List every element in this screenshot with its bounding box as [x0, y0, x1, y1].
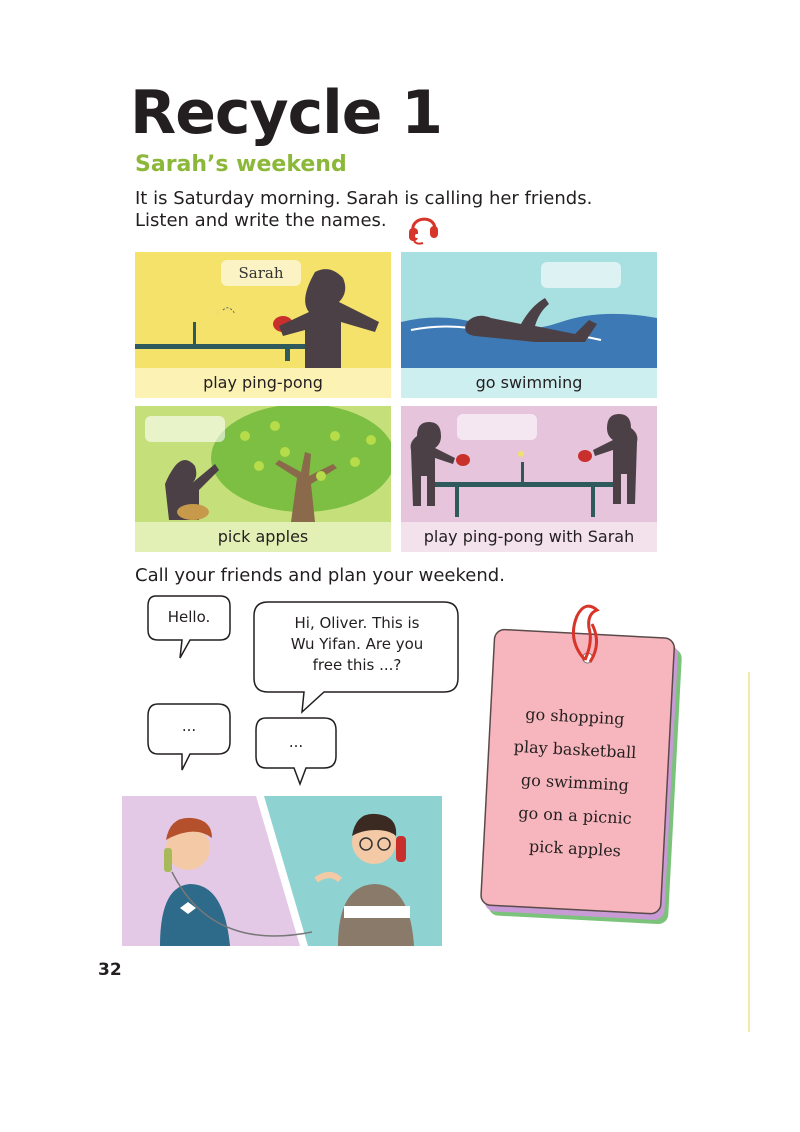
- name-label-box[interactable]: [457, 414, 537, 440]
- intro-line-2: Listen and write the names.: [135, 210, 387, 231]
- panel-ping-pong-with-sarah: [401, 406, 657, 552]
- page-title: Recycle 1: [130, 78, 443, 148]
- panel-pick-apples: [135, 406, 391, 552]
- call-instruction: Call your friends and plan your weekend.: [135, 565, 505, 586]
- bubble-text: ...: [181, 717, 197, 735]
- headset-icon[interactable]: [407, 210, 439, 246]
- word-card-item: go swimming: [520, 770, 630, 795]
- bubble-text: [252, 613, 462, 676]
- name-label-box[interactable]: Sarah: [221, 260, 301, 286]
- phone-call-illustration: [122, 796, 442, 946]
- bubble-line-2: Wu Yifan. Are you: [290, 635, 424, 653]
- panel-caption: go swimming: [401, 368, 657, 398]
- intro-line-1: It is Saturday morning. Sarah is calling her friends.: [135, 188, 593, 209]
- word-card-item: play basketball: [513, 736, 637, 763]
- page-number: 32: [98, 960, 122, 980]
- margin-divider: [748, 672, 750, 1032]
- bubble-text: Hello.: [167, 608, 211, 626]
- section-subtitle: Sarah’s weekend: [135, 152, 347, 177]
- panel-caption: pick apples: [135, 522, 391, 552]
- name-label-box[interactable]: [541, 262, 621, 288]
- speech-bubble-reply-right: [254, 716, 338, 786]
- panel-caption: play ping-pong with Sarah: [401, 522, 657, 552]
- bubble-line-3: free this ...?: [312, 656, 402, 674]
- panel-go-swimming: [401, 252, 657, 398]
- word-card-item: pick apples: [528, 836, 622, 861]
- speech-bubble-hello: [146, 594, 232, 660]
- word-card-item: go shopping: [524, 704, 626, 729]
- bubble-line-1: Hi, Oliver. This is: [294, 614, 420, 632]
- word-card-item: go on a picnic: [517, 803, 633, 828]
- panel-caption: play ping-pong: [135, 368, 391, 398]
- bubble-text: ...: [288, 733, 304, 751]
- speech-bubble-oliver: [252, 600, 462, 714]
- speech-bubble-reply-left: [146, 702, 232, 772]
- name-label-box[interactable]: [145, 416, 225, 442]
- panel-play-ping-pong: [135, 252, 391, 398]
- intro-text: [135, 188, 655, 232]
- word-card-list: [500, 700, 650, 865]
